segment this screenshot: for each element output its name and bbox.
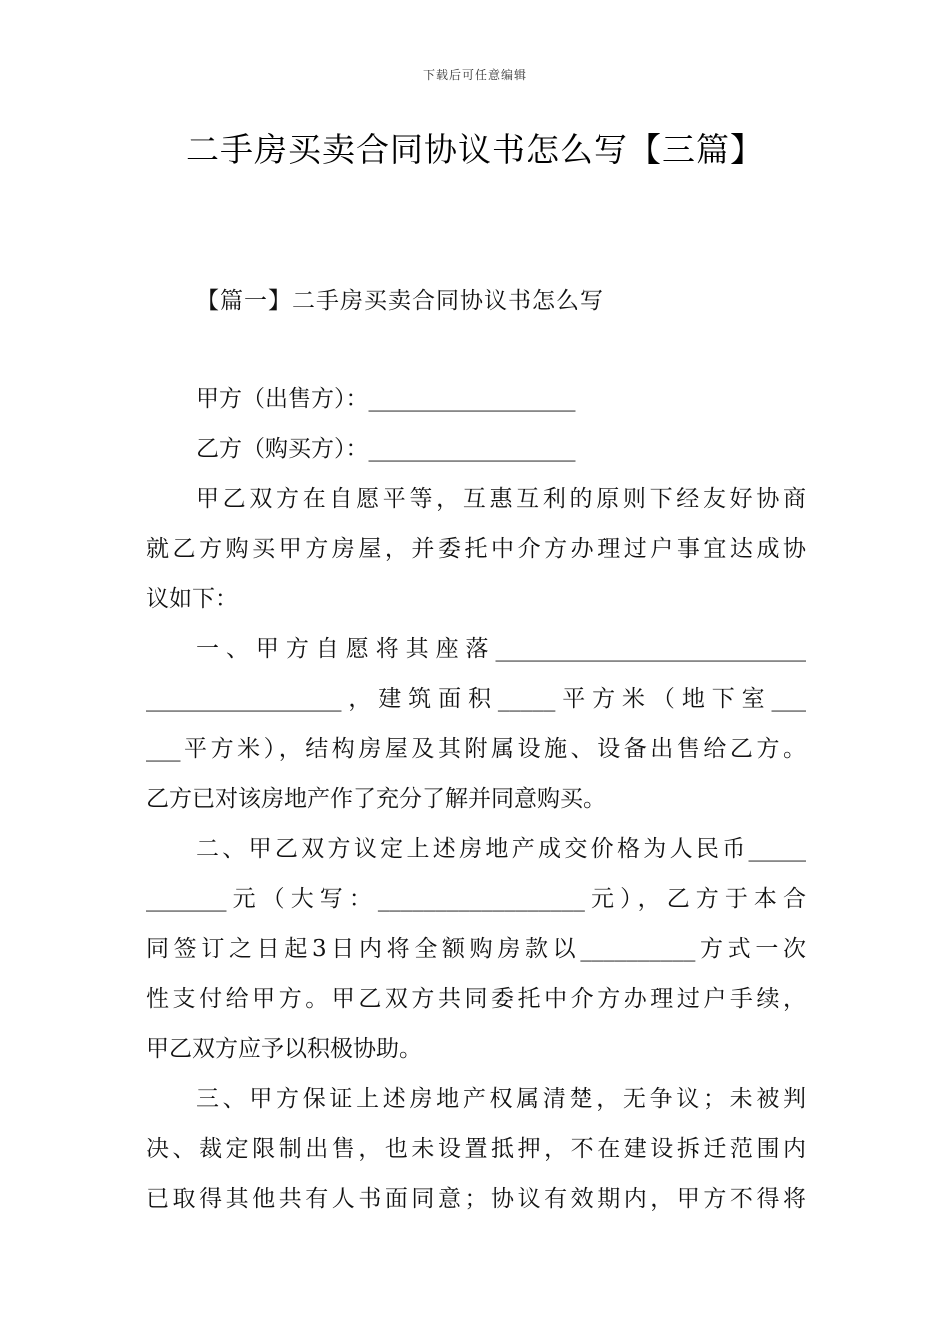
document-title: 二手房买卖合同协议书怎么写【三篇】 bbox=[186, 130, 764, 169]
clause-line: ___平方米），结构房屋及其附属设施、设备出售给乙方。 bbox=[146, 736, 806, 762]
clause-line: 一、甲方自愿将其座落___________________________ bbox=[196, 636, 806, 662]
clause-line: _________________，建筑面积_____平方米（地下室___ bbox=[146, 686, 806, 712]
clause-line: 甲乙双方应予以积极协助。 bbox=[146, 1036, 422, 1062]
clause-line: _______元（大写：__________________元），乙方于本合 bbox=[146, 886, 806, 912]
party-b-line: 乙方（购买方）：__________________ bbox=[196, 436, 576, 462]
clause-line: 已取得其他共有人书面同意；协议有效期内，甲方不得将 bbox=[146, 1186, 806, 1212]
section-heading: 【篇一】二手房买卖合同协议书怎么写 bbox=[196, 288, 604, 314]
clause-line: 决、裁定限制出售，也未设置抵押，不在建设拆迁范围内 bbox=[146, 1136, 806, 1162]
body-line: 就乙方购买甲方房屋，并委托中介方办理过户事宜达成协 bbox=[146, 536, 806, 562]
clause-line: 乙方已对该房地产作了充分了解并同意购买。 bbox=[146, 786, 606, 812]
clause-line: 三、甲方保证上述房地产权属清楚，无争议；未被判 bbox=[196, 1086, 806, 1112]
body-line: 议如下： bbox=[146, 586, 238, 612]
body-line: 甲乙双方在自愿平等，互惠互利的原则下经友好协商 bbox=[196, 486, 806, 512]
header-note: 下载后可任意编辑 bbox=[422, 68, 527, 82]
clause-line: 同签订之日起3日内将全额购房款以__________方式一次 bbox=[146, 936, 806, 962]
clause-line: 二、甲乙双方议定上述房地产成交价格为人民币_____ bbox=[196, 836, 806, 862]
clause-line: 性支付给甲方。甲乙双方共同委托中介方办理过户手续， bbox=[146, 986, 806, 1012]
party-a-line: 甲方（出售方）：__________________ bbox=[196, 386, 576, 412]
